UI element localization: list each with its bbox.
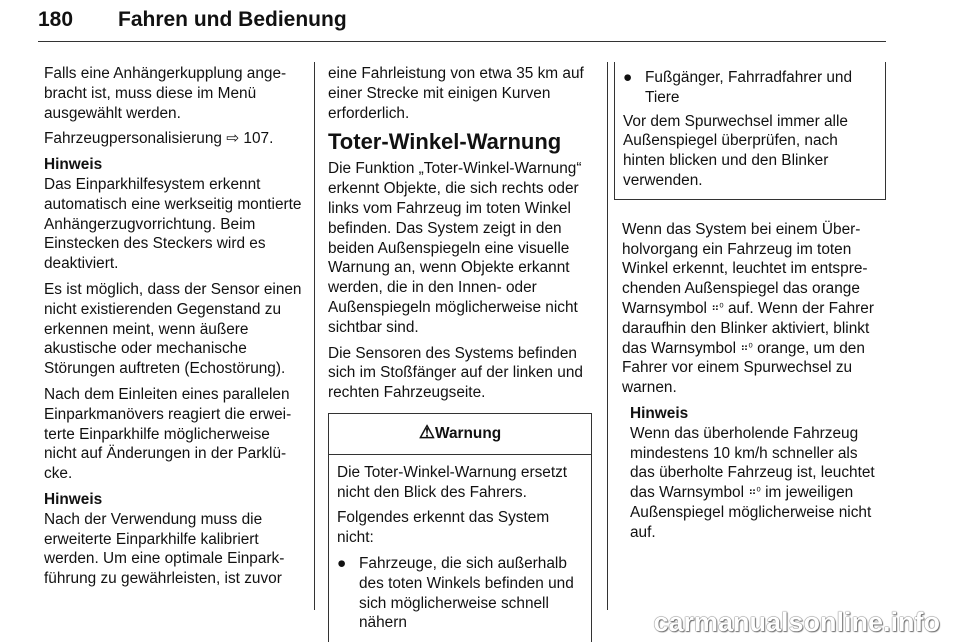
paragraph: Wenn das System bei einem Überholvorgang ein Fahrzeug im toten Winkel erkennt, leuchtet im entsprechenden Außenspiegel das orange Warnsymbol ⠶⁰ auf. Wenn der Fahrer daraufhin den Blinker aktiviert, blinkt das Warnsymbol ⠶⁰ orange, um den Fahrer vor einem Spurwechsel zu warnen. (622, 220, 874, 397)
page-number: 180 (38, 8, 74, 31)
paragraph: Es ist möglich, dass der Sensor einen nicht existierenden Gegenstand zu erkennen meint, wenn äußere akustische oder mechanische Störungen auftreten (Echostörung). (44, 280, 302, 378)
note-label: Hinweis (630, 404, 689, 422)
paragraph: Falls eine Anhängerkupplung angebracht ist, muss diese im Menü ausgewählt werden. (44, 65, 287, 122)
bullet-icon: ● (337, 554, 347, 572)
warning-body (329, 455, 591, 643)
warning-box-continued (614, 62, 886, 200)
warning-title: Warnung (435, 424, 502, 442)
warning-text: Die Toter-Winkel-Warnung ersetzt nicht den Blick des Fahrers. (337, 463, 568, 501)
note-label: Hinweis (44, 490, 103, 508)
page-title: Fahren und Bedienung (118, 8, 347, 31)
column-3 (614, 62, 886, 549)
paragraph: Die Funktion „Toter-Winkel-Warnung“ erkennt Objekte, die sich rechts oder links vom Fahrzeug im toten Winkel befinden. Das System zeigt in den beiden Außenspiegeln eine visuelle Warnung an, wenn Objekte erkannt werden, die in den Innen- oder Außenspiegeln möglicherweise nicht sichtbar sind. (328, 160, 582, 336)
note-label: Hinweis (44, 156, 103, 174)
watermark: carmanualsonline.info (653, 607, 940, 637)
list-item-text: Fahrzeuge, die sich außerhalb des toten Winkels befinden und sich möglicherweise schnell nähern (359, 554, 574, 632)
bullet-icon: ● (623, 69, 633, 86)
list-item (337, 554, 583, 633)
paragraph: eine Fahrleistung von etwa 35 km auf einer Strecke mit einigen Kurven erforderlich. (328, 65, 584, 122)
column-divider-2 (607, 62, 608, 610)
warning-icon: ⚠ (418, 421, 436, 442)
blind-spot-warning-icon: ⠶⁰ (748, 486, 761, 499)
list-item (623, 68, 877, 108)
warning-text: Vor dem Spurwechsel immer alle Außenspiegel überprüfen, nach hinten blicken und den Blinker verwenden. (623, 112, 848, 189)
blind-spot-warning-icon: ⠶⁰ (711, 301, 724, 314)
header-rule (38, 41, 886, 42)
note-text: Nach der Verwendung muss die erweiterte Einparkhilfe kalibriert werden. Um eine optimale Einparkführung zu gewährleisten, ist zuvor (44, 510, 285, 588)
cross-reference: Fahrzeugpersonalisierung ⇨ 107. (44, 130, 274, 148)
paragraph: Nach dem Einleiten eines parallelen Einparkmanövers reagiert die erweiterte Einparkhilfe möglicherweise nicht auf Änderungen in der Parklücke. (44, 385, 292, 483)
column-1 (44, 64, 304, 595)
page-header (38, 4, 886, 44)
note (614, 404, 886, 543)
warning-box (328, 413, 592, 642)
warning-header (329, 414, 591, 455)
warning-text: Folgendes erkennt das System nicht: (337, 509, 550, 547)
blind-spot-warning-icon: ⠶⁰ (740, 341, 753, 354)
column-2 (328, 64, 592, 642)
note-text: Das Einparkhilfesystem erkennt automatisch eine werkseitig montierte Anhängerzugvorrichtung. Beim Einstecken des Steckers wird es deaktiviert. (44, 175, 302, 273)
list-item-text: Fußgänger, Fahrradfahrer und Tiere (645, 69, 853, 106)
column-divider-1 (314, 62, 315, 610)
paragraph: Die Sensoren des Systems befinden sich im Stoßfänger auf der linken und rechten Fahrzeugseite. (328, 344, 583, 402)
note-text: Wenn das überholende Fahrzeug mindestens 10 km/h schneller als das überholte Fahrzeug ist, leuchtet das Warnsymbol ⠶⁰ im jeweiligen Außenspiegel möglicherweise nicht auf. (630, 424, 875, 541)
section-heading: Toter-Winkel-Warnung (328, 129, 562, 155)
